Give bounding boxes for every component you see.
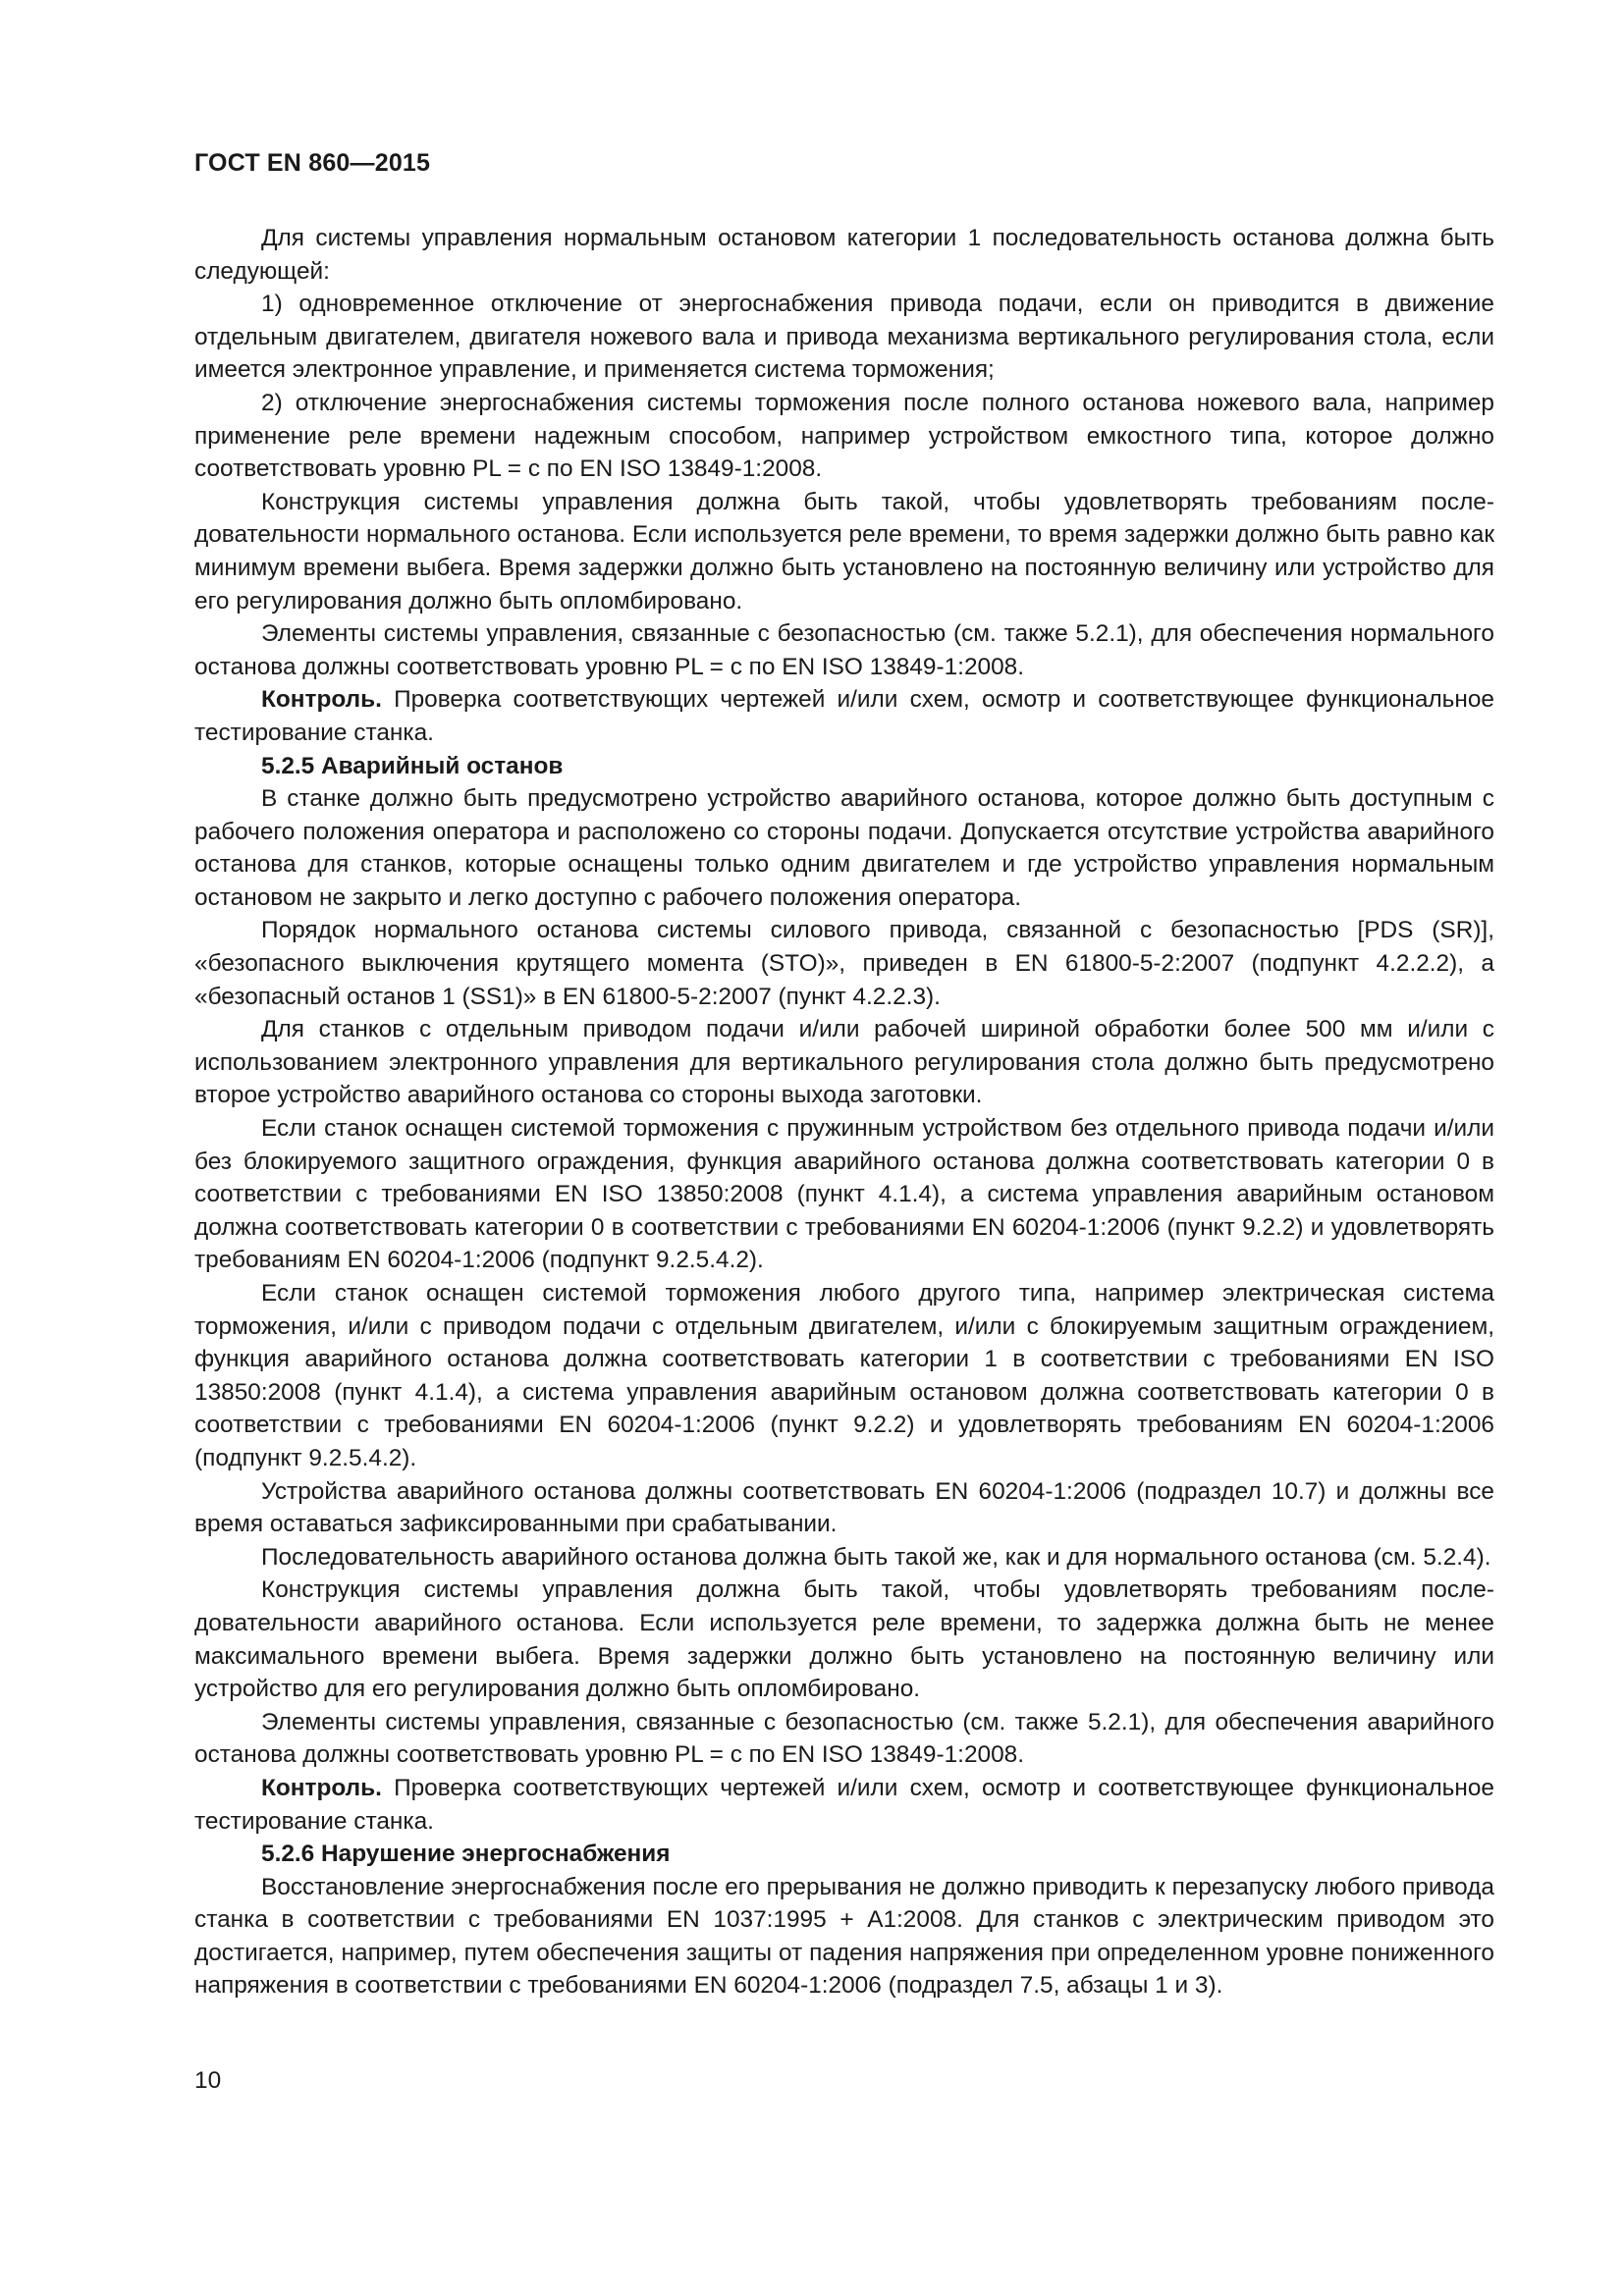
section-heading: 5.2.5 Аварийный останов xyxy=(261,752,564,779)
document-body xyxy=(194,222,1494,2002)
document-header: ГОСТ EN 860—2015 xyxy=(194,149,431,177)
list-item: 1) одновременное отключение от энергоснабжения привода подачи, если он приводится в движение отдельным двигателем, двигателя ножевого вала и привода механизма вертикального регулирования стола, если имеется электронное управление, и применяется система торможения; xyxy=(194,291,1494,384)
paragraph: В станке должно быть предусмотрено устройство аварийного останова, которое должно быть доступным с рабочего положения оператора и расположено со стороны подачи. Допускается отсутствие устройства аварийного останова для станков, которые оснащены только одним двигателем и где устройство управления нормальным остановом не закрыто и легко доступно с рабочего положения оператора. xyxy=(194,785,1494,911)
paragraph: Если станок оснащен системой торможения с пружинным устройством без отдельного привода подачи и/или без блокируемого защитного ограждения, функция аварийного останова должна соответствовать категории 0 в соответствии с требованиями EN ISO 13850:2008 (пункт 4.1.4), а система управления аварийным остановом должна соответствовать категории 0 в соответствии с требованиями EN 60204-1:2006 (пункт 9.2.2) и удовлетворять требованиям EN 60204-1:2006 (подпункт 9.2.5.4.2). xyxy=(194,1115,1494,1274)
paragraph: Устройства аварийного останова должны соответствовать EN 60204-1:2006 (подраздел 10.7) и должны все время оставаться зафиксированными при срабатывании. xyxy=(194,1477,1494,1538)
control-text: Проверка соответствующих чертежей и/или схем, осмотр и соответствующее функциональное тестирование станка. xyxy=(194,686,1494,746)
control-label: Контроль. xyxy=(261,1774,382,1801)
paragraph: Элементы системы управления, связанные с безопасностью (см. также 5.2.1), для обеспечения нормального останова должны соответствовать уровню PL = с по EN ISO 13849-1:2008. xyxy=(194,620,1494,680)
paragraph: Для станков с отдельным приводом подачи и/или рабочей шириной обработки более 500 мм и/или с использованием электронного управления для вертикального регулирования стола должно быть предусмотрено второе устройство аварийного останова со стороны выхода заготовки. xyxy=(194,1016,1494,1109)
paragraph: Конструкция системы управления должна быть такой, чтобы удовлетворять требованиям последовательности нормального останова. Если используется реле времени, то время задержки должно быть равно как минимум времени выбега. Время задержки должно быть установлено на постоянную величину или устройство для его регулирования должно быть опломбировано. xyxy=(194,488,1494,614)
control-label: Контроль. xyxy=(261,686,382,714)
control-text: Проверка соответствующих чертежей и/или схем, осмотр и соответствующее функциональное тестирование станка. xyxy=(194,1774,1494,1835)
paragraph: Для системы управления нормальным остановом категории 1 последовательность останова должна быть следующей: xyxy=(194,225,1494,285)
section-heading: 5.2.6 Нарушение энергоснабжения xyxy=(261,1841,671,1868)
control-paragraph xyxy=(194,683,1494,749)
paragraph: Восстановление энергоснабжения после его прерывания не должно приводить к перезапуску любого привода станка в соответствии с требованиями EN 1037:1995 + А1:2008. Для станков с электрическим приводом это достигается, например, путем обеспечения защиты от падения напряжения при определенном уровне пониженного напряжения в соответствии с требованиями EN 60204-1:2006 (подраздел 7.5, абзацы 1 и 3). xyxy=(194,1873,1494,2000)
control-paragraph xyxy=(194,1772,1494,1838)
paragraph: Элементы системы управления, связанные с безопасностью (см. также 5.2.1), для обеспечения аварийного останова должны соответствовать уровню PL = с по EN ISO 13849-1:2008. xyxy=(194,1708,1494,1769)
paragraph: Последовательность аварийного останова должна быть такой же, как и для нормального останова (см. 5.2.4). xyxy=(261,1543,1491,1571)
paragraph: Порядок нормального останова системы силового привода, связанной с безопасностью [PDS (SR)], «безопасного выключения крутящего момента (STO)», приведен в EN 61800-5-2:2007 (подпункт 4.2.2.2), а «безопасный останов 1 (SS1)» в EN 61800-5-2:2007 (пункт 4.2.2.3). xyxy=(194,917,1494,1010)
paragraph: Конструкция системы управления должна быть такой, чтобы удовлетворять требованиям последовательности аварийного останова. Если используется реле времени, то задержка должна быть не менее максимального времени выбега. Время задержки должно быть установлено на постоянную величину или устройство для его регулирования должно быть опломбировано. xyxy=(194,1576,1494,1703)
page-number: 10 xyxy=(194,2067,222,2094)
paragraph: Если станок оснащен системой торможения любого другого типа, например электрическая система торможения, и/или с приводом подачи с отдельным двигателем, и/или с блокируемым защитным ограждением, функция аварийного останова должна соответствовать категории 1 в соответствии с требованиями EN ISO 13850:2008 (пункт 4.1.4), а система управления аварийным остановом должна соответствовать категории 0 в соответствии с требованиями EN 60204-1:2006 (пункт 9.2.2) и удовлетворять требованиям EN 60204-1:2006 (подпункт 9.2.5.4.2). xyxy=(194,1280,1494,1471)
list-item: 2) отключение энергоснабжения системы торможения после полного останова ножевого вала, например применение реле времени надежным способом, например устройством емкостного типа, которое должно соответствовать уровню PL = с по EN ISO 13849-1:2008. xyxy=(194,389,1494,483)
